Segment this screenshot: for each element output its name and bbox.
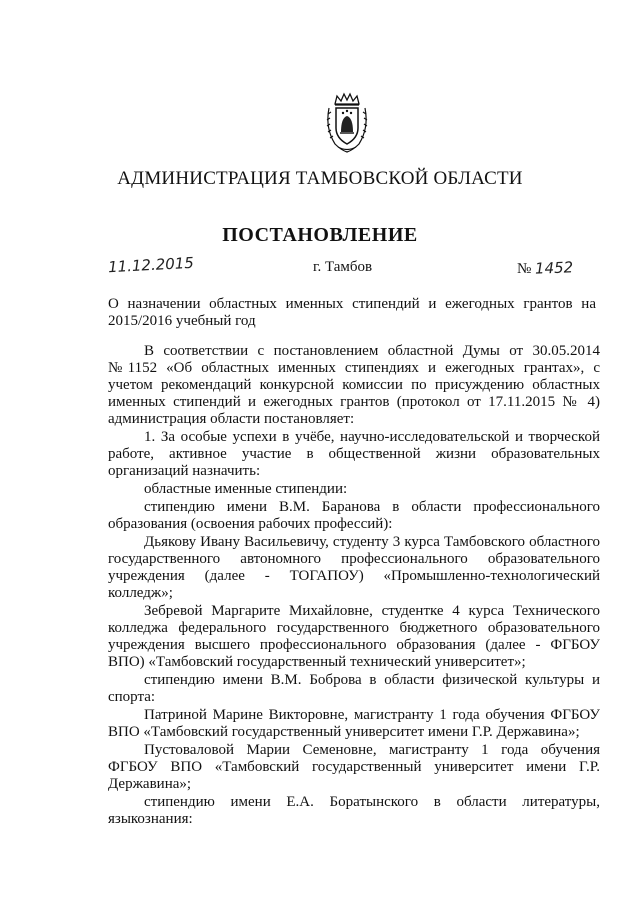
document-date: 11.12.2015 xyxy=(107,253,195,277)
document-body xyxy=(108,343,600,828)
body-paragraph: Зебревой Маргарите Михайловне, студентке 4 курса Технического колледжа федерального государственного бюджетного образовательного учреждения высшего профессионального образования (далее - ФГБОУ ВПО) «Тамбовский государственный технический университет»; xyxy=(108,603,600,670)
document-number: 1452 xyxy=(535,258,574,278)
body-paragraph: стипендию имени В.М. Баранова в области профессионального образования (освоения рабочих профессий): xyxy=(108,499,600,532)
body-paragraph: 1. За особые успехи в учёбе, научно-исследовательской и творческой работе, активное участие в общественной жизни образовательных организаций назначить: xyxy=(108,429,600,479)
body-paragraph: В соответствии с постановлением областной Думы от 30.05.2014 №1152 «Об областных именных стипендиях и ежегодных грантах», с учетом рекомендаций конкурсной комиссии по присуждению областных именных стипендий и ежегодных грантов (протокол от 17.11.2015 № 4) администрация области постановляет: xyxy=(108,343,600,427)
document-type-title: ПОСТАНОВЛЕНИЕ xyxy=(222,224,418,246)
body-paragraph: Патриной Марине Викторовне, магистранту 1 года обучения ФГБОУ ВПО «Тамбовский государственный университет имени Г.Р. Державина»; xyxy=(108,707,600,740)
document-meta-row xyxy=(107,253,594,280)
organization-name: АДМИНИСТРАЦИЯ ТАМБОВСКОЙ ОБЛАСТИ xyxy=(117,168,523,189)
body-paragraph: стипендию имени Е.А. Боратынского в области литературы, языкознания: xyxy=(108,794,600,827)
coat-of-arms-emblem xyxy=(323,92,371,154)
body-paragraph: Дьякову Ивану Васильевичу, студенту 3 курса Тамбовского областного государственного автономного профессионального образовательного учреждения (далее - ТОГАПОУ) «Промышленно-технологический колледж»; xyxy=(108,534,600,601)
document-number-wrapper xyxy=(517,259,574,278)
body-paragraph: областные именные стипендии: xyxy=(144,481,348,497)
body-paragraph: стипендию имени В.М. Боброва в области физической культуры и спорта: xyxy=(108,672,600,705)
document-city: г. Тамбов xyxy=(313,259,373,275)
body-paragraph: Пустоваловой Марии Семеновне, магистранту 1 года обучения ФГБОУ ВПО «Тамбовский государственный университет имени Г.Р. Державина»; xyxy=(108,742,600,792)
document-subject: О назначении областных именных стипендий и ежегодных грантов на 2015/2016 учебный год xyxy=(108,296,596,329)
document-number-prefix: № xyxy=(517,261,532,277)
